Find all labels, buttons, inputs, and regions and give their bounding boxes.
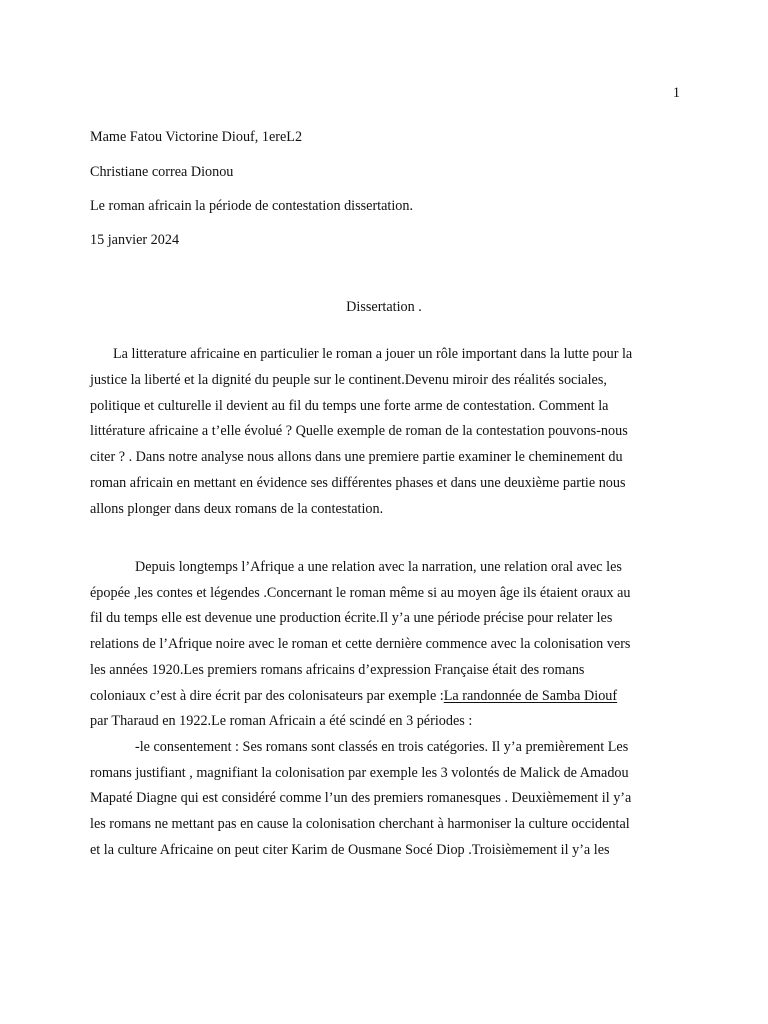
paragraph-line: les années 1920.Les premiers romans africains d’expression Française était des romans <box>90 661 585 678</box>
document-title: Dissertation . <box>346 299 422 315</box>
paragraph-line: politique et culturelle il devient au fil du temps une forte arme de contestation. Comment la <box>90 397 609 414</box>
subject-line: Le roman africain la période de contestation dissertation. <box>90 198 414 214</box>
paragraph-line: citer ? . Dans notre analyse nous allons dans une premiere partie examiner le cheminement du <box>90 449 623 466</box>
paragraph-line: les romans ne mettant pas en cause la colonisation cherchant à harmoniser la culture occidental <box>90 816 630 832</box>
paragraph-line: et la culture Africaine on peut citer Karim de Ousmane Socé Diop .Troisièmement il y’a les <box>90 841 610 858</box>
page-number: 1 <box>672 85 680 101</box>
paragraph-text: coloniaux c’est à dire écrit par des colonisateurs par exemple : <box>90 687 444 704</box>
paragraph-line: littérature africaine a t’elle évolué ? Quelle exemple de roman de la contestation pouvons-nous <box>90 423 628 440</box>
teacher-line: Christiane correa Dionou <box>90 164 234 180</box>
paragraph-line: -le consentement : Ses romans sont classés en trois catégories. Il y’a premièrement Les <box>135 738 629 755</box>
paragraph-line: par Tharaud en 1922.Le roman Africain a été scindé en 3 périodes : <box>90 713 473 730</box>
paragraph-line: fil du temps elle est devenue une production écrite.Il y’a une période précise pour relater les <box>90 610 613 627</box>
paragraph-line: Mapaté Diagne qui est considéré comme l’un des premiers romanesques . Deuxièmement il y’a <box>90 790 632 807</box>
paragraph-line: relations de l’Afrique noire avec le roman et cette dernière commence avec la colonisation vers <box>90 636 631 653</box>
author-line: Mame Fatou Victorine Diouf, 1ereL2 <box>90 129 303 145</box>
date-line: 15 janvier 2024 <box>90 232 180 248</box>
book-title-underlined: La randonnée de Samba Diouf <box>443 687 618 704</box>
paragraph-line: justice la liberté et la dignité du peuple sur le continent.Devenu miroir des réalités sociales, <box>90 371 607 388</box>
paragraph-line: La litterature africaine en particulier le roman a jouer un rôle important dans la lutte pour la <box>113 346 633 362</box>
paragraph-line: allons plonger dans deux romans de la contestation. <box>90 500 384 517</box>
paragraph-line: romans justifiant , magnifiant la colonisation par exemple les 3 volontés de Malick de Amadou <box>90 764 629 781</box>
paragraph-line: Depuis longtemps l’Afrique a une relation avec la narration, une relation oral avec les <box>135 559 622 575</box>
paragraph-line: roman africain en mettant en évidence ses différentes phases et dans une deuxième partie nous <box>90 475 626 491</box>
paragraph-line: épopée ,les contes et légendes .Concernant le roman même si au moyen âge ils étaient oraux au <box>90 584 631 601</box>
paragraph-line <box>90 687 617 705</box>
